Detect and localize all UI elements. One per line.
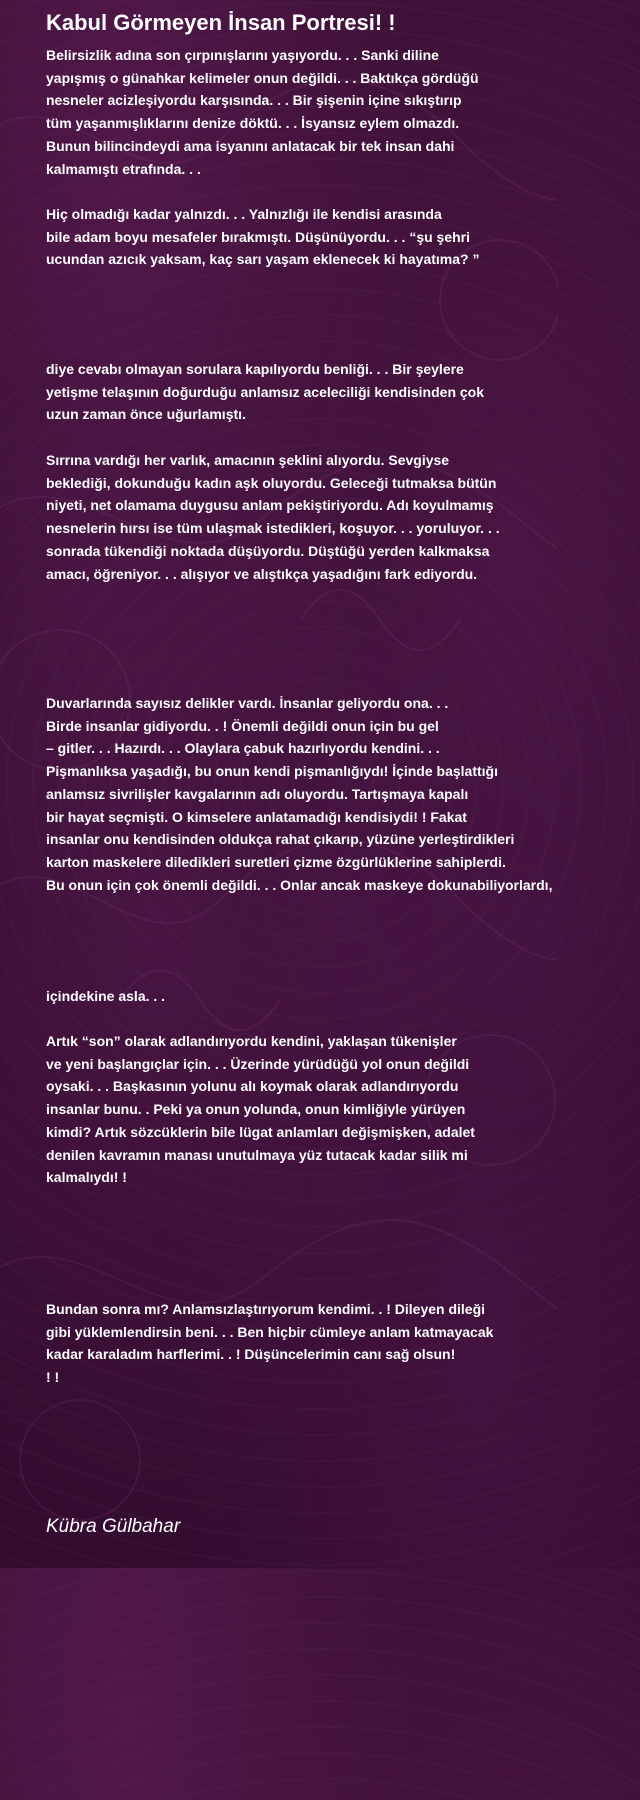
poem-line: karton maskelere diledikleri suretleri çizme özgürlüklerine sahiplerdi. [46, 853, 506, 870]
poem-line: içindekine asla. . . [46, 988, 166, 1004]
poem-line: bir hayat seçmişti. O kimselere anlatamadığı kendisiydi! ! Fakat [46, 808, 467, 825]
poem-line: Bu onun için çok önemli değildi. . . Onlar ancak maskeye dokunabiliyorlardı, [46, 876, 553, 893]
poem-line: oysaki. . . Başkasının yolunu alı koymak olarak adlandırıyordu [46, 1078, 459, 1095]
stanza-8 [46, 1298, 493, 1389]
poem-line: kalmamıştı etrafında. . . [46, 160, 201, 177]
poem-line: yapışmış o günahkar kelimeler onun değildi. . . Baktıkça gördüğü [46, 69, 479, 86]
stanza-3 [46, 358, 484, 426]
poem-line: kadar karaladım harflerimi. . ! Düşüncelerimin canı sağ olsun! [46, 1346, 456, 1363]
poem-line: nesnelerin hırsı ise tüm ulaşmak istedikleri, koşuyor. . . yoruluyor. . . [46, 520, 500, 537]
poem-line: uzun zaman önce uğurlamıştı. [46, 406, 246, 423]
stanza-5 [46, 692, 552, 896]
stanza-6 [46, 985, 165, 1008]
poem-line: Birde insanlar gidiyordu. . ! Önemli değildi onun için bu gel [46, 717, 439, 734]
stanza-2 [46, 203, 479, 271]
poem-line: Sırrına vardığı her varlık, amacının şeklini alıyordu. Sevgiyse [46, 452, 450, 468]
stanza-4 [46, 449, 500, 585]
poem-line: diye cevabı olmayan sorulara kapılıyordu benliği. . . Bir şeylere [46, 361, 464, 377]
poem-line: kimdi? Artık sözcüklerin bile lügat anlamları değişmişken, adalet [46, 1123, 475, 1140]
poem-line: Bunun bilincindeydi ama isyanını anlatacak bir tek insan dahi [46, 137, 455, 154]
poem-line: nesneler acizleşiyordu karşısında. . . Bir şişenin içine sıkıştırıp [46, 92, 462, 109]
poem-line: niyeti, net olamama duygusu anlam pekiştiriyordu. Adı koyulmamış [46, 497, 494, 514]
poem-line: kalmalıydı! ! [46, 1169, 127, 1186]
poem-line: ve yeni başlangıçlar için. . . Üzerinde yürüdüğü yol onun değildi [46, 1055, 470, 1072]
poem-line: insanlar onu kendisinden oldukça rahat çıkarıp, yüzüne yerleştirdikleri [46, 831, 515, 848]
poem-line: ! ! [46, 1369, 60, 1386]
poem-line: gibi yüklemlendirsin beni. . . Ben hiçbir cümleye anlam katmayacak [46, 1323, 494, 1340]
poem-line: Bundan sonra mı? Anlamsızlaştırıyorum kendimi. . ! Dileyen dileği [46, 1301, 486, 1317]
poem-line: Duvarlarında sayısız delikler vardı. İnsanlar geliyordu ona. . . [46, 695, 449, 711]
poem-line: amacı, öğreniyor. . . alışıyor ve alıştıkça yaşadığını fark ediyordu. [46, 565, 478, 582]
poem-title: Kabul Görmeyen İnsan Portresi! ! [46, 10, 396, 35]
poem-line: insanlar bunu. . Peki ya onun yolunda, onun kimliğiyle yürüyen [46, 1101, 466, 1118]
stanza-1 [46, 44, 479, 180]
poem-line: Artık “son” olarak adlandırıyordu kendini, yaklaşan tükenişler [46, 1033, 457, 1049]
poem-line: Belirsizlik adına son çırpınışlarını yaşıyordu. . . Sanki diline [46, 47, 439, 63]
poem-line: beklediği, dokunduğu kadın aşk oluyordu. Geleceği tutmaksa bütün [46, 474, 497, 491]
poem-line: Hiç olmadığı kadar yalnızdı. . . Yalnızlığı ile kendisi arasında [46, 206, 442, 222]
poem-line: tüm yaşanmışlıklarını denize döktü. . . İsyansız eylem olmazdı. [46, 115, 460, 132]
poem-line: anlamsız sivrilişler kavgalarının adı oluyordu. Tartışmaya kapalı [46, 785, 469, 802]
poem-line: ucundan azıcık yaksam, kaç sarı yaşam eklenecek ki hayatıma? ” [46, 251, 480, 268]
stanza-7 [46, 1030, 475, 1189]
poem-line: – gitler. . . Hazırdı. . . Olaylara çabuk hazırlıyordu kendini. . . [46, 740, 440, 757]
poem-line: bile adam boyu mesafeler bırakmıştı. Düşünüyordu. . . “şu şehri [46, 228, 471, 245]
poem-line: yetişme telaşının doğurduğu anlamsız aceleciliği kendisinden çok [46, 383, 485, 400]
poem-line: denilen kavramın manası unutulmaya yüz tutacak kadar silik mi [46, 1146, 468, 1163]
author-name: Kübra Gülbahar [46, 1516, 181, 1537]
poem-line: sonrada tükendiği noktada düşüyordu. Düştüğü yerden kalkmaksa [46, 542, 490, 559]
poem-line: Pişmanlıksa yaşadığı, bu onun kendi pişmanlığıydı! İçinde başlattığı [46, 763, 498, 780]
